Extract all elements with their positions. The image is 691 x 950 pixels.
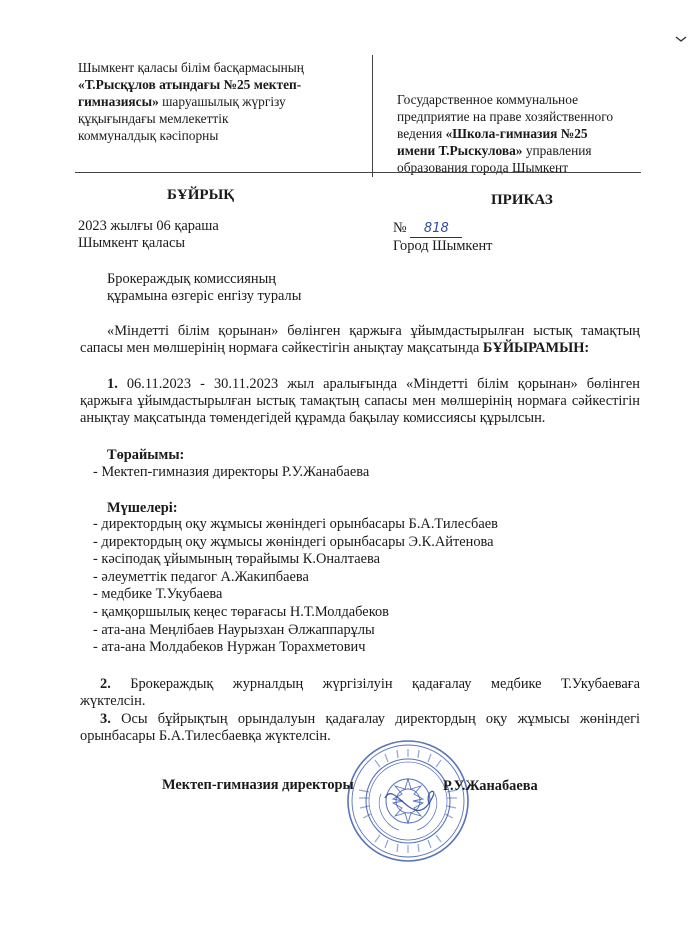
header-left-line5: коммуналдық кәсіпорны — [78, 128, 219, 143]
header-right-line1: Государственное коммунальное — [397, 92, 579, 107]
member-list-item: - директордың оқу жұмысы жөніндегі орынбасары Б.А.Тилесбаев — [93, 516, 498, 532]
member-list-item: - кәсіподақ ұйымының төрайымы К.Оналтаева — [93, 551, 380, 568]
order-title-ru: ПРИКАЗ — [491, 192, 553, 208]
header-right — [397, 91, 641, 176]
header-right-line5: образования города Шымкент — [397, 160, 569, 175]
signature-name: Р.У.Жанабаева — [443, 778, 538, 794]
header-right-line2: предприятие на праве хозяйственного — [397, 109, 614, 124]
header-divider-horizontal — [75, 172, 641, 173]
order-number: № 818 — [393, 220, 462, 238]
member-list-item: - ата-ана Меңлібаев Наурызхан Әлжаппарұлы — [93, 621, 375, 638]
item-2: 2. Брокераждық журналдың жүргізілуін қадағалау медбике Т.Укубаеваға жүктелсін. — [80, 676, 640, 709]
order-city-kz: Шымкент қаласы — [78, 235, 186, 251]
header-right-line4: имени Т.Рыскулова» управления — [397, 143, 592, 158]
item-1: 1. 06.11.2023 - 30.11.2023 жыл аралығында «Міндетті білім қорынан» бөлінген қаржыға ұйымдастырылған ыстық тамақтың сапасы мен мөлшерінің нормаға сәйкестігін анықтау мақсатында төмендегідей құрамда бақылау комиссиясы құрылсын. — [80, 376, 640, 426]
members-heading: Мүшелері: — [107, 500, 178, 516]
member-list-item: - ата-ана Молдабеков Нуржан Торахметович — [93, 639, 366, 656]
item-3: 3. Осы бұйрықтың орындалуын қадағалау директордың оқу жұмысы жөніндегі орынбасары Б.А.Тилесбаевқа жүктелсін. — [80, 711, 640, 744]
header-left-line2: «Т.Рысқұлов атындағы №25 мектеп- — [78, 77, 302, 92]
header-divider-vertical — [372, 55, 373, 177]
order-title-kz: БҰЙРЫҚ — [167, 187, 235, 203]
member-list-item: - медбике Т.Укубаева — [93, 586, 223, 603]
scan-corner-mark — [675, 35, 687, 43]
header-left-line3: гимназиясы» шаруашылық жүргізу — [78, 94, 286, 109]
order-subject: Брокераждық комиссияның құрамына өзгеріс енгізу туралы — [107, 271, 302, 304]
preamble: «Міндетті білім қорынан» бөлінген қаржыға ұйымдастырылған ыстық тамақтың сапасы мен мөлшерінің нормаға сәйкестігін анықтау мақсатында БҰЙЫРАМЫН: — [80, 323, 640, 356]
header-left-line4: құқығындағы мемлекеттік — [78, 111, 229, 126]
signature-position: Мектеп-гимназия директоры — [162, 777, 354, 793]
members-list — [93, 516, 498, 657]
order-date-kz: 2023 жылғы 06 қараша — [78, 218, 219, 234]
order-number-handwritten: 818 — [410, 220, 462, 238]
member-list-item: - қамқоршылық кеңес төрағасы Н.Т.Молдабеков — [93, 603, 389, 620]
header-left — [78, 59, 368, 144]
header-right-line3: ведения «Школа-гимназия №25 — [397, 126, 588, 141]
header-left-line1: Шымкент қаласы білім басқармасының — [78, 60, 304, 75]
member-list-item: - директордың оқу жұмысы жөніндегі орынбасары Э.К.Айтенова — [93, 533, 494, 550]
official-seal-stamp — [345, 738, 471, 864]
chair-section: Төрайымы: - Мектеп-гимназия директоры Р.У.Жанабаева — [93, 447, 370, 480]
member-list-item: - әлеуметтік педагог А.Жакипбаева — [93, 568, 309, 585]
order-city-ru: Город Шымкент — [393, 238, 493, 254]
